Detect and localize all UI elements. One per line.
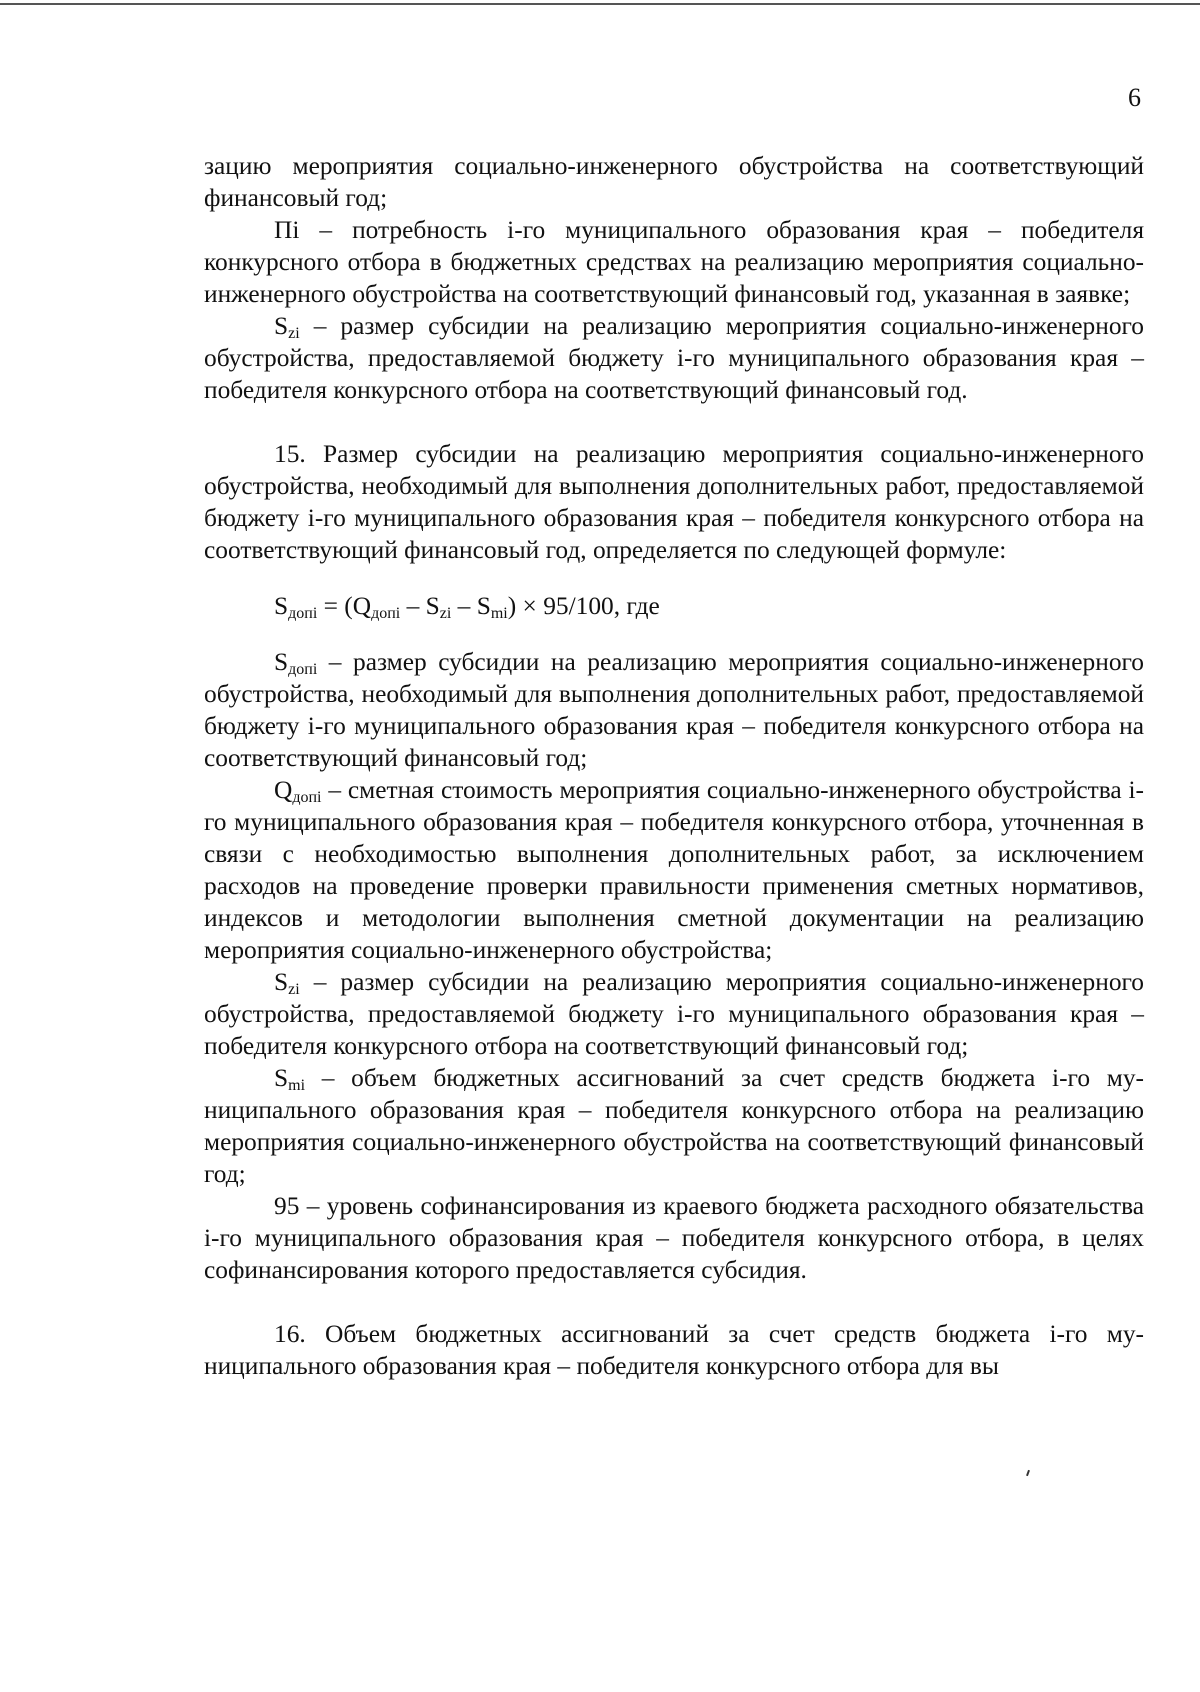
document-body — [204, 150, 1144, 1382]
definition-qdopi — [204, 774, 1144, 966]
formula: $S_{допi} = (Q_{допi} - S_{zi} - S_{mi}) \times 95/100$, где — [274, 592, 660, 622]
definition-sdopi — [204, 646, 1144, 774]
clause-15: 15. Размер субсидии на реализацию мероприятия социально-инженерного обустройства, необходимый для выполнения дополнительных работ, предоставляемой бюджету i-го муниципального образования края – победителя конкурсного отбора на соответствующий финансовый год, определяется по следующей формуле: — [204, 440, 1144, 564]
symbol-subscript: допi — [292, 789, 322, 806]
clause-16: 16. Объем бюджетных ассигнований за счет средств бюджета i-го муниципального образования края – победителя конкурсного отбора для вы — [204, 1320, 1144, 1380]
symbol: Q — [274, 776, 293, 804]
definition-text: – размер субсидии на реализацию мероприятия социально-инженерного обустройства, предоставляемой бюджету i-го муниципального образования края – победителя конкурсного отбора на соответствующий финансовый год. — [204, 312, 1144, 404]
symbol: S — [274, 312, 289, 340]
definition-text: – размер субсидии на реализацию мероприятия социально-инженерного обустройства, предоставляемой бюджету i-го муниципального образования края – победителя конкурсного отбора на соответствующий финансовый год; — [204, 968, 1144, 1060]
definition-szi-2 — [204, 966, 1144, 1062]
symbol-subscript: zi — [288, 981, 300, 998]
top-border-line — [0, 3, 1200, 5]
symbol: S — [274, 1064, 289, 1092]
page-number: 6 — [1128, 83, 1141, 112]
definition-pi: Пi – потребность i-го муниципального образования края – победителя конкурсного отбора в бюджетных средствах на реализацию мероприятия социально-инженерного обустройства на соответствующий финансовый год, указанная в заявке; — [204, 216, 1144, 308]
definition-text: – объем бюджетных ассигнований за счет средств бюджета i-го муниципального образования края – победителя конкурсного отбора на реализацию мероприятия социально-инженерного обустройства на соответствующий финансовый год; — [204, 1064, 1144, 1188]
symbol-subscript: mi — [288, 1077, 306, 1094]
definition-text: – сметная стоимость мероприятия социально-инженерного обустройства i-го муниципального образования края – победителя конкурсного отбора, уточненная в связи с необходимостью выполнения дополнительных работ, за исключением расходов на проведение проверки правильности применения сметных нормативов, индексов и методологии выполнения сметной документации на реализацию мероприятия социально-инженерного обустройства; — [204, 776, 1144, 964]
definition-text: – размер субсидии на реализацию мероприятия социально-инженерного обустройства, необходимый для выполнения дополнительных работ, предоставляемой бюджету i-го муниципального образования края – победителя конкурсного отбора на соответствующий финансовый год; — [204, 648, 1144, 772]
definition-95: 95 – уровень софинансирования из краевого бюджета расходного обязательства i-го муниципального образования края – победителя конкурсного отбора, в целях софинансирования которого предоставляется субсидия. — [204, 1192, 1144, 1284]
definition-szi — [204, 310, 1144, 406]
symbol-subscript: допi — [288, 661, 318, 678]
symbol: S — [274, 648, 289, 676]
symbol: S — [274, 968, 289, 996]
paragraph-continuation: зацию мероприятия социально-инженерного обустройства на соответствующий финансовый год; — [204, 152, 1144, 212]
scan-speck — [1026, 1470, 1030, 1476]
definition-smi — [204, 1062, 1144, 1190]
symbol-subscript: zi — [288, 325, 300, 342]
